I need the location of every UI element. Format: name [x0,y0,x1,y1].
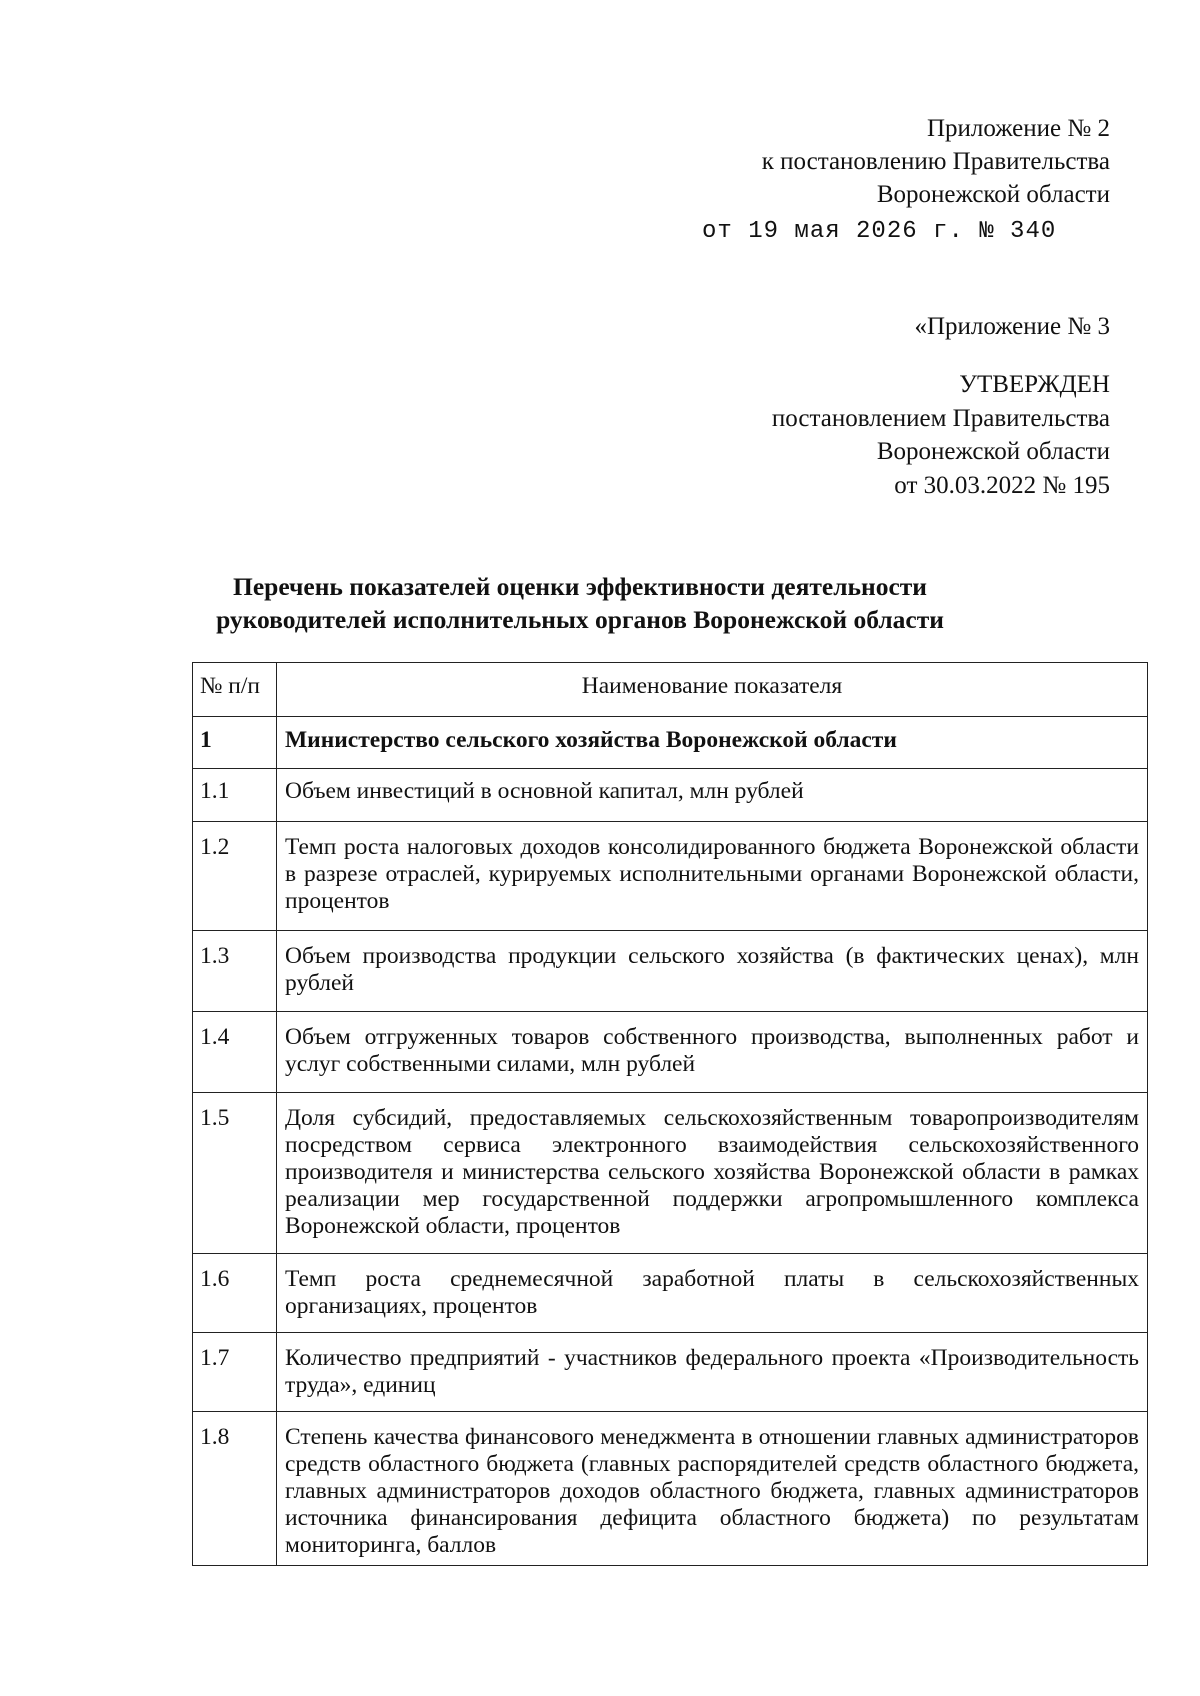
row-name: Темп роста налоговых доходов консолидированного бюджета Воронежской области в разрезе отраслей, курируемых исполнительными органами Воронежской области, процентов [277,822,1148,931]
row-num: 1.6 [193,1254,277,1333]
row-num: 1.5 [193,1093,277,1254]
header-name: Наименование показателя [277,663,1148,717]
row-num: 1.1 [193,769,277,822]
table-header-row [193,663,1148,717]
appendix-2-label: Приложение № 2 [926,115,1110,142]
document-title-line-2: руководителей исполнительных органов Воронежской области [216,605,944,634]
appendix-2-header [762,112,1110,211]
row-name: Объем производства продукции сельского хозяйства (в фактических ценах), млн рублей [277,931,1148,1012]
document-title [90,570,1200,636]
document-title-line-1: Перечень показателей оценки эффективности деятельности [233,572,927,601]
section-num: 1 [193,717,277,769]
row-num: 1.4 [193,1012,277,1093]
approved-by: постановлением Правительства [771,404,1110,432]
header-num: № п/п [193,663,277,717]
row-name: Объем инвестиций в основной капитал, млн рублей [277,769,1148,822]
table-row [193,1254,1148,1333]
table-row [193,1093,1148,1254]
row-num: 1.3 [193,931,277,1012]
approved-label: УТВЕРЖДЕН [959,371,1110,398]
table-row [193,1012,1148,1093]
appendix-2-resolution-ref: к постановлению Правительства [761,148,1110,175]
approved-date: от 30.03.2022 № 195 [894,471,1110,499]
appendix-2-date: от 19 мая 2026 г. № 340 [702,218,1057,245]
section-name: Министерство сельского хозяйства Воронежской области [277,717,1148,769]
table-row [193,1412,1148,1566]
approved-region: Воронежской области [876,438,1110,465]
table-row [193,769,1148,822]
appendix-3-label: «Приложение № 3 [914,313,1110,340]
approval-block [772,368,1110,502]
row-num: 1.7 [193,1333,277,1412]
section-row [193,717,1148,769]
indicators-table [192,662,1148,1566]
table-row [193,822,1148,931]
appendix-2-region: Воронежской области [876,181,1110,208]
row-name: Темп роста среднемесячной заработной платы в сельскохозяйственных организациях, процентов [277,1254,1148,1333]
row-num: 1.8 [193,1412,277,1566]
row-name: Объем отгруженных товаров собственного производства, выполненных работ и услуг собственными силами, млн рублей [277,1012,1148,1093]
row-num: 1.2 [193,822,277,931]
row-name: Степень качества финансового менеджмента в отношении главных администраторов средств областного бюджета (главных распорядителей средств областного бюджета, главных администраторов доходов областного бюджета, главных администраторов источника финансирования дефицита областного бюджета) по результатам мониторинга, баллов [277,1412,1148,1566]
appendix-3-header [914,310,1110,343]
table-row [193,1333,1148,1412]
row-name: Количество предприятий - участников федерального проекта «Производительность труда», единиц [277,1333,1148,1412]
table-row [193,931,1148,1012]
row-name: Доля субсидий, предоставляемых сельскохозяйственным товаропроизводителям посредством сервиса электронного взаимодействия сельскохозяйственного производителя и министерства сельского хозяйства Воронежской области в рамках реализации мер государственной поддержки агропромышленного комплекса Воронежской области, процентов [277,1093,1148,1254]
